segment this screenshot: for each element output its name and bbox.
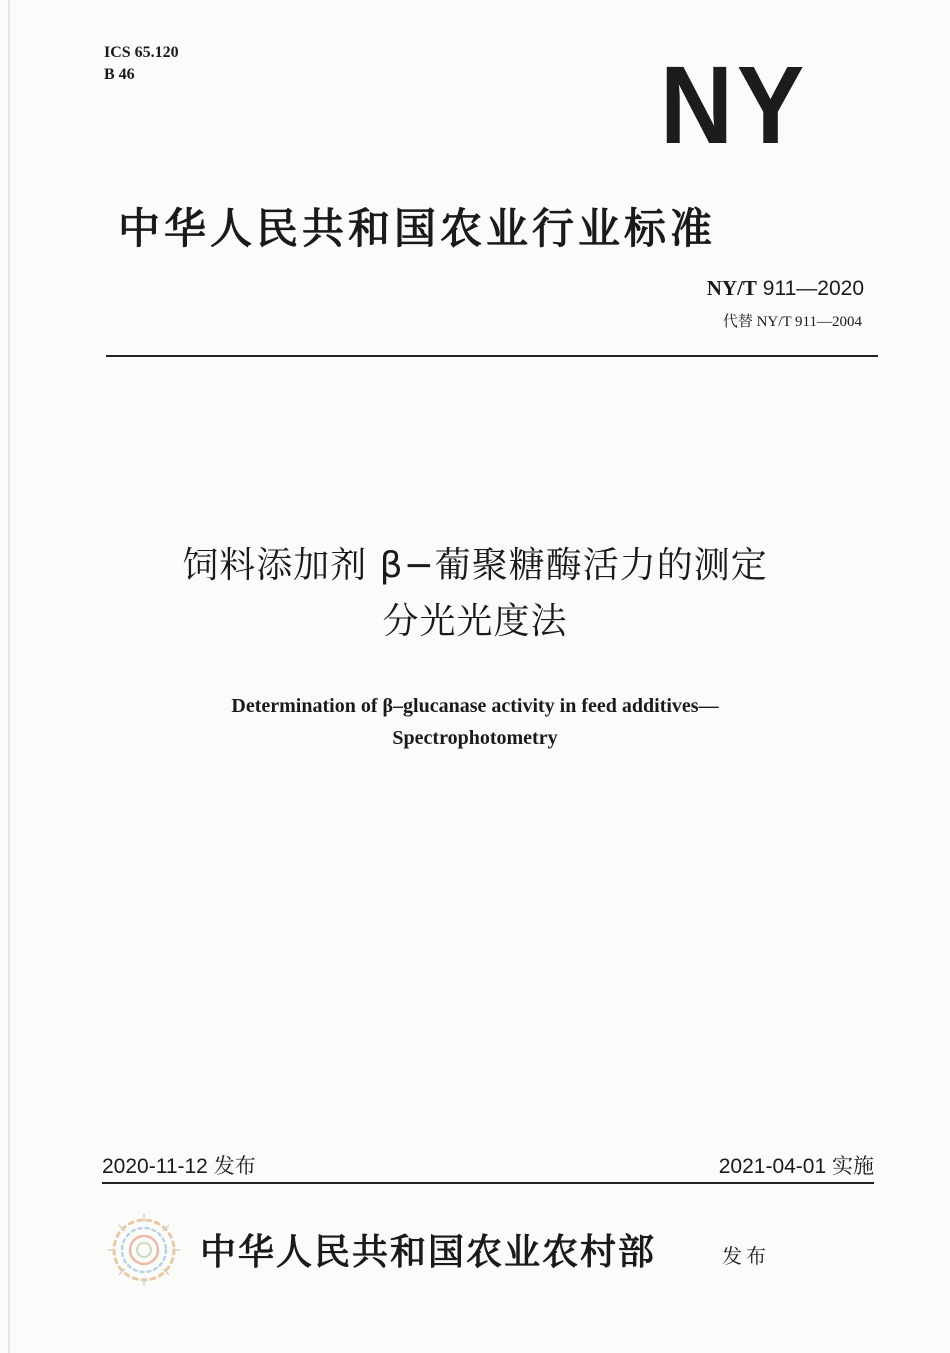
scan-edge-line [8, 0, 10, 1353]
standard-number [707, 276, 864, 301]
title-cn-line-2: 分光光度法 [382, 601, 568, 642]
document-title-english [0, 690, 950, 754]
bottom-divider [102, 1182, 874, 1184]
issue-date [102, 1150, 256, 1180]
publish-label: 发布 [722, 1244, 770, 1268]
ministry-seal-icon [106, 1212, 182, 1288]
standard-number-prefix: NY/T [706, 276, 757, 300]
effective-date-value: 2021-04-01 [718, 1155, 827, 1178]
standard-number-value: 911—2020 [762, 277, 864, 300]
title-en-line-1: Determination of β–glucanase activity in feed additives— [231, 695, 719, 717]
title-en-line-2: Spectrophotometry [392, 727, 558, 749]
issue-date-label: 发布 [213, 1155, 256, 1178]
replaces-standard: 代替 NY/T 911—2004 [722, 314, 862, 330]
ny-logo: NY [660, 44, 808, 167]
standard-category-title: 中华人民共和国农业行业标准 [118, 204, 717, 253]
ccs-code: B 46 [104, 66, 135, 83]
issue-date-value: 2020-11-12 [102, 1155, 208, 1178]
ics-code: ICS 65.120 [104, 44, 179, 61]
effective-date-label: 实施 [832, 1155, 874, 1178]
document-title-chinese [0, 538, 950, 650]
effective-date [719, 1150, 874, 1180]
publisher-name: 中华人民共和国农业农村部 [200, 1231, 657, 1273]
title-cn-line-1: 饲料添加剂 β−葡聚糖酶活力的测定 [182, 545, 768, 586]
top-divider [106, 355, 878, 357]
classification-codes [104, 42, 179, 86]
